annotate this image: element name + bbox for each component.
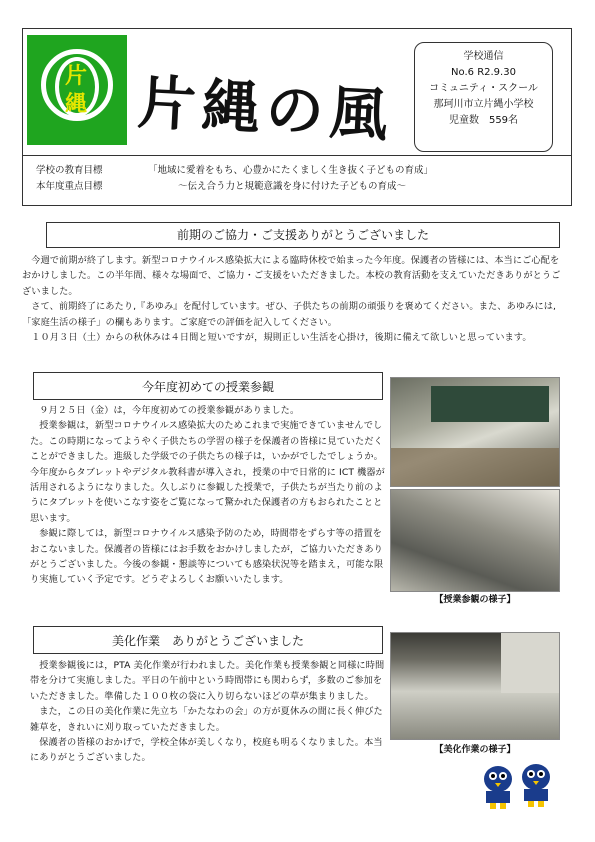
issue-number: No.6 R2.9.30 bbox=[451, 67, 516, 78]
student-count: 児童数 559名 bbox=[448, 115, 519, 126]
paragraph: さて、前期終了にあたり,『あゆみ』を配付しています。ぜひ、子供たちの前期の頑張りを褒めてください。また、あゆみには,「家庭生活の様子」の欄もあります。ご家庭での評価を記入してください。 bbox=[22, 301, 557, 328]
logo-char-bottom: 縄 bbox=[65, 92, 88, 117]
section-heading-open-class: 今年度初めての授業参観 bbox=[33, 372, 383, 400]
logo-char-top: 片 bbox=[65, 64, 88, 89]
open-class-photo-2 bbox=[390, 489, 560, 592]
section-heading-cleanup: 美化作業 ありがとうございました bbox=[33, 626, 383, 654]
goals-divider bbox=[22, 155, 572, 156]
blackboard bbox=[431, 386, 549, 422]
mascot-characters bbox=[478, 757, 558, 817]
issue-info-box bbox=[414, 42, 553, 152]
paragraph: 授業参観後には，PTA 美化作業が行われました。美化作業も授業参観と同様に時間帯を分けて実施しました。平日の午前中という時間帯にも関わらず，多数のご参加をいただきました。準備した１００枚の袋に入り切らないほどの草が集まりました。 bbox=[30, 660, 385, 702]
paragraph: 授業参観は，新型コロナウイルス感染拡大のためこれまで実施できていませんでした。この時期になってようやく子供たちの学習の様子を保護者の皆様に見ていただくことができました。進級した学級での子供たちの様子は，いかがでしたでしょうか。今年度からタブレットやデジタル教科書が導入され，授業の中で日常的に ICT 機器が活用されるようになりました。久しぶりに参観した授業で，子供たちが当たり前のようにタブレットを使いこなす姿をご覧になって驚かれた保護者の方もおられたことと思います。 bbox=[30, 420, 385, 524]
open-class-caption: 【授業参観の様子】 bbox=[434, 595, 516, 605]
paragraph: １０月３日（土）からの秋休みは４日間と短いですが，規則正しい生活を心掛け，後期に備えて欲しいと思っています。 bbox=[31, 332, 532, 344]
paragraph: 参観に際しては，新型コロナウイルス感染予防のため，時間帯をずらす等の措置をおこないました。保護者の皆様にはお手数をおかけしましたが，ご協力いただきありがとうございました。今後の参観・懇談等についても感染状況等を踏まえ，可能な限り実施していく予定です。どうぞよろしくお願いいたします。 bbox=[30, 528, 384, 586]
section-body-open-class bbox=[30, 403, 386, 588]
section-heading-term-thanks: 前期のご協力・ご支援ありがとうございました bbox=[46, 222, 560, 248]
goal-text-1: 「地域に愛着をもち、心豊かにたくましく生き抜く子どもの育成」 bbox=[148, 165, 434, 176]
cleanup-photo bbox=[390, 632, 560, 740]
school-name: 那珂川市立片縄小学校 bbox=[433, 99, 534, 110]
building bbox=[501, 633, 560, 693]
newsletter-label: 学校通信 bbox=[463, 51, 504, 62]
paragraph: 保護者の皆様のおかげで，学校全体が美しくなり，校庭も明るくなりました。本当にありがとうございました。 bbox=[30, 737, 383, 764]
section-body-cleanup bbox=[30, 658, 386, 766]
open-class-photo-1 bbox=[390, 377, 560, 487]
school-logo bbox=[27, 35, 127, 145]
community-school-label: コミュニティ・スクール bbox=[429, 83, 538, 94]
goal-text-2: ～伝え合う力と規範意識を身に付けた子どもの育成～ bbox=[178, 181, 407, 192]
page-title: 片縄の風 bbox=[136, 68, 396, 150]
desks bbox=[391, 448, 560, 487]
paragraph: ９月２５日（金）は，今年度初めての授業参観がありました。 bbox=[39, 405, 300, 416]
cleanup-caption: 【美化作業の様子】 bbox=[434, 745, 516, 755]
goal-label-1: 学校の教育目標 bbox=[36, 165, 103, 176]
section-body-term-thanks bbox=[22, 253, 562, 345]
mascot-left bbox=[484, 766, 512, 809]
paragraph: また，この日の美化作業に先立ち「かたなわの会」の方が夏休みの間に長く伸びた雑草を，きれいに刈り取っていただきました。 bbox=[30, 706, 383, 733]
paragraph: 今週で前期が終了します。新型コロナウイルス感染拡大による臨時休校で始まった今年度。保護者の皆様には、本当にご心配をおかけしました。この半年間、様々な場面で、ご協力・ご支援をいただきました。本校の教育活動を支えていただきありがとうございました。 bbox=[22, 255, 561, 297]
goal-label-2: 本年度重点目標 bbox=[36, 181, 103, 192]
mascot-right bbox=[522, 764, 550, 807]
